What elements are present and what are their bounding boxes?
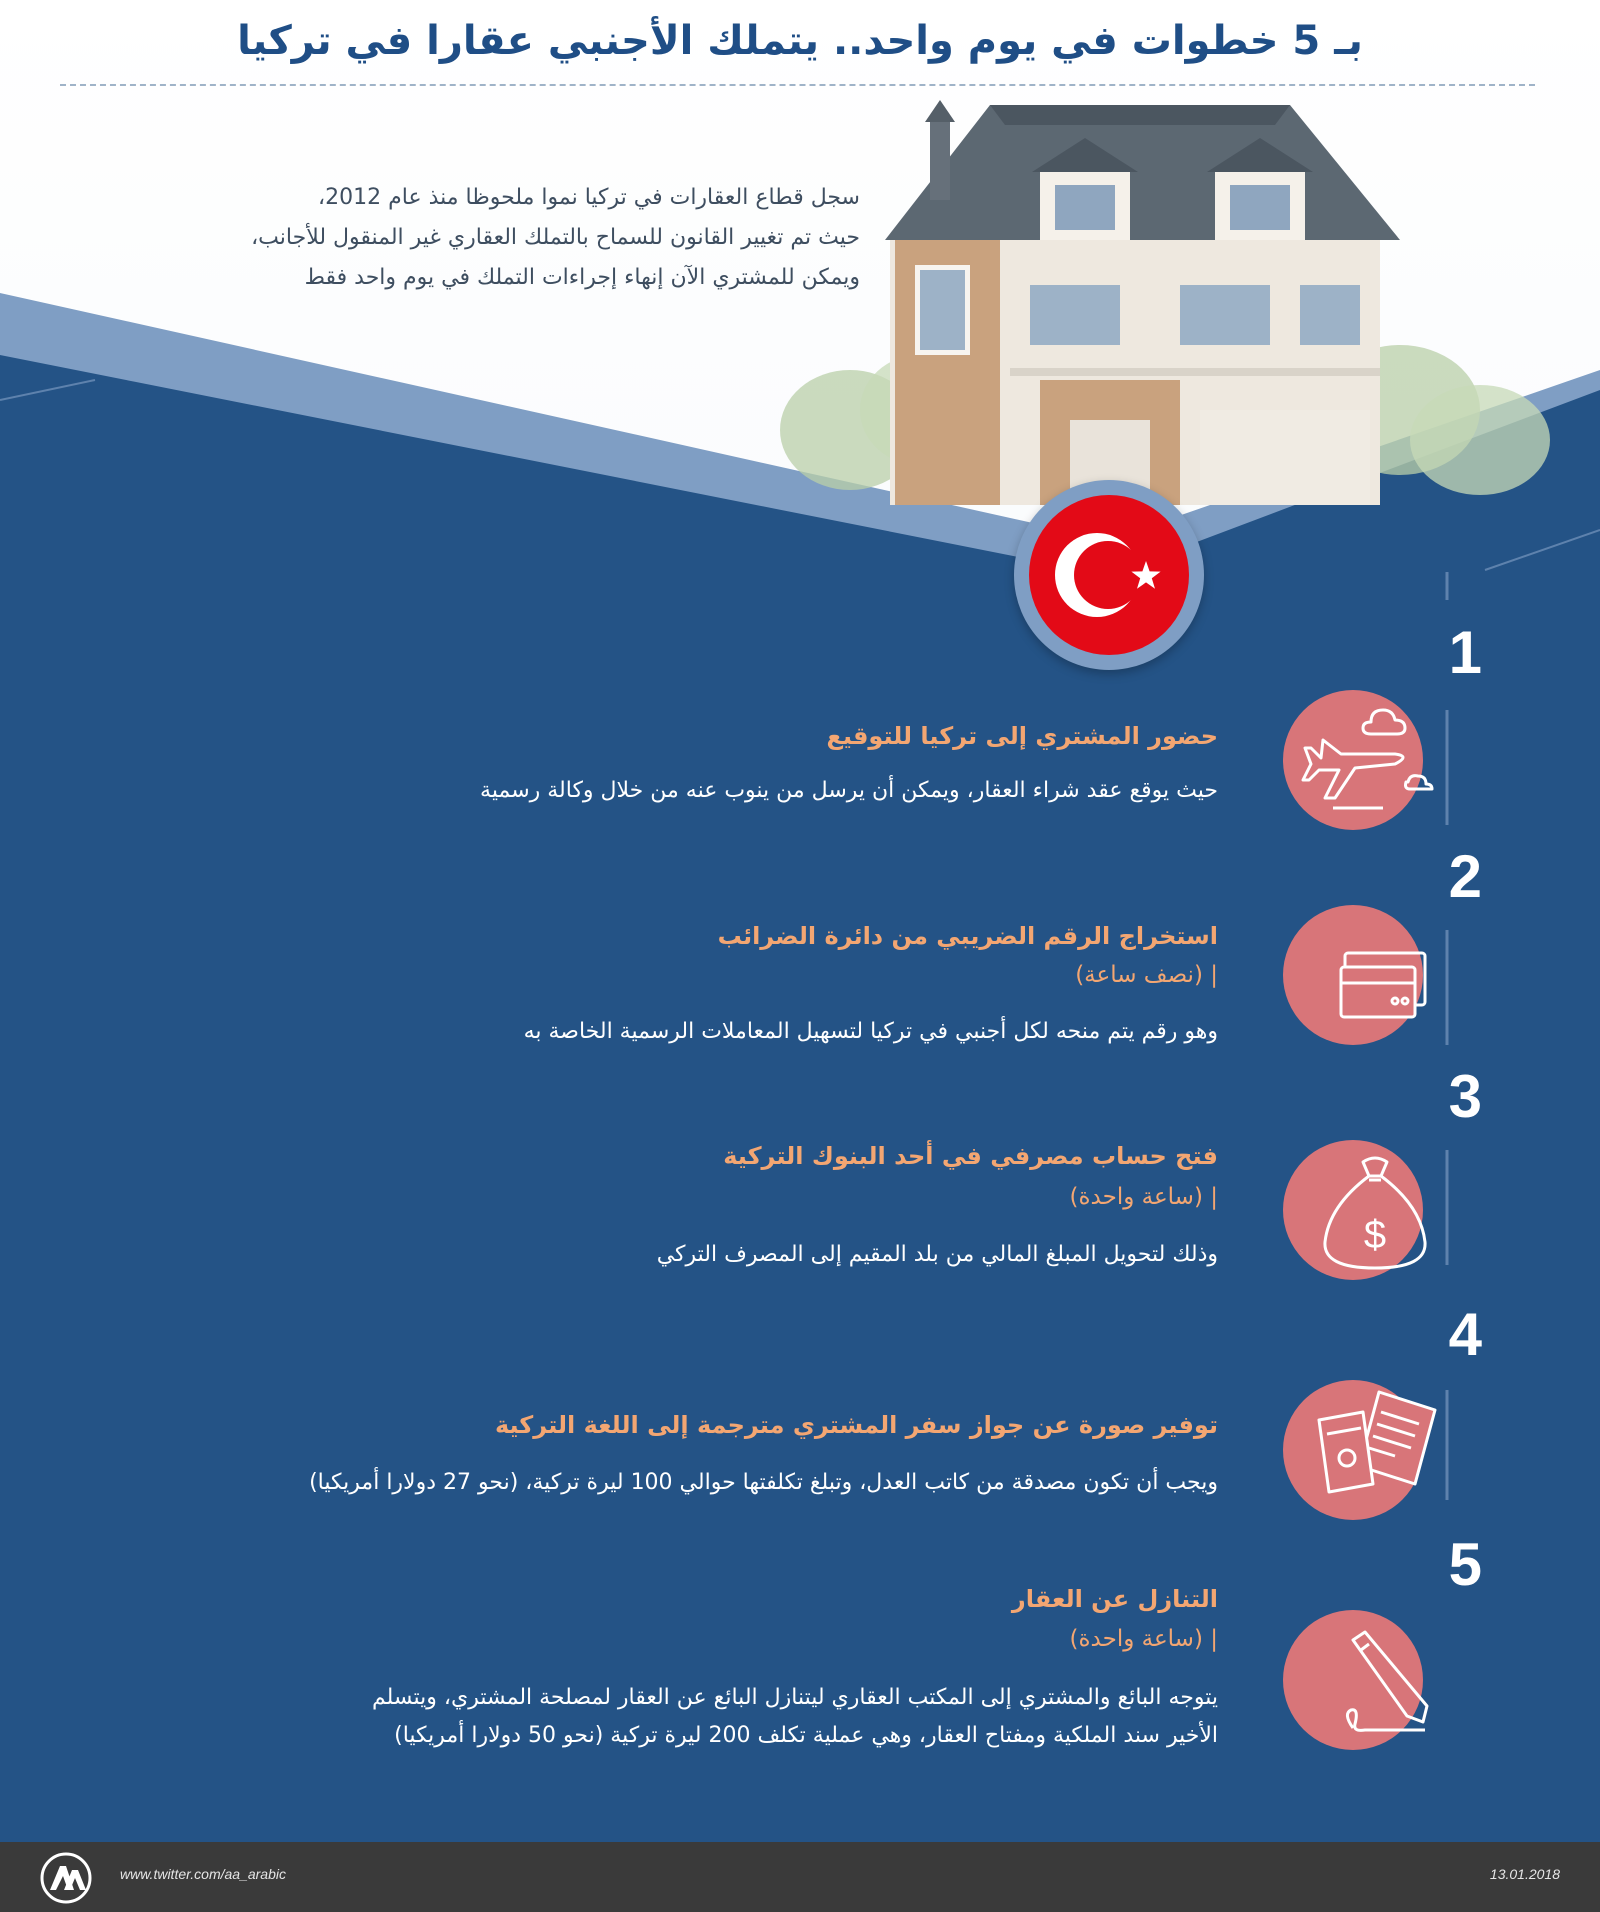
step-duration: | (نصف ساعة) bbox=[1075, 962, 1218, 988]
step-description bbox=[218, 772, 1218, 810]
step-title: التنازل عن العقار bbox=[1011, 1585, 1218, 1613]
step-description-line: ويجب أن تكون مصدقة من كاتب العدل، وتبلغ تكلفتها حوالي 100 ليرة تركية، (نحو 27 دولارا أمريكيا) bbox=[309, 1470, 1218, 1495]
step-number: 5 bbox=[1448, 1531, 1482, 1598]
card-icon bbox=[1283, 905, 1423, 1045]
footer-date: 13.01.2018 bbox=[1489, 1866, 1560, 1882]
step-icon-circle bbox=[1283, 690, 1423, 830]
step-number: 4 bbox=[1448, 1301, 1482, 1368]
intro-line: ويمكن للمشتري الآن إنهاء إجراءات التملك في يوم واحد فقط bbox=[304, 265, 860, 290]
step-number: 1 bbox=[1448, 619, 1482, 686]
step-description-line: الأخير سند الملكية ومفتاح العقار، وهي عملية تكلف 200 ليرة تركية (نحو 50 دولارا أمريكيا) bbox=[394, 1723, 1218, 1748]
turkish-flag-badge bbox=[1014, 480, 1204, 670]
step-duration: | (ساعة واحدة) bbox=[1069, 1184, 1218, 1210]
passport-document-icon bbox=[1283, 1380, 1423, 1520]
step-description bbox=[218, 1679, 1218, 1755]
step-description bbox=[218, 1464, 1218, 1502]
step-duration: | (ساعة واحدة) bbox=[1069, 1626, 1218, 1652]
step-icon-circle bbox=[1283, 905, 1423, 1045]
step-title: توفير صورة عن جواز سفر المشتري مترجمة إلى اللغة التركية bbox=[494, 1411, 1218, 1439]
step-description-line: يتوجه البائع والمشتري إلى المكتب العقاري ليتنازل البائع عن العقار لمصلحة المشتري، ويتسلم bbox=[371, 1685, 1218, 1710]
step-number: 3 bbox=[1448, 1063, 1482, 1130]
step-icon-circle bbox=[1283, 1380, 1423, 1520]
step-title: استخراج الرقم الضريبي من دائرة الضرائب bbox=[717, 922, 1218, 950]
airplane-icon bbox=[1283, 690, 1423, 830]
step-number: 2 bbox=[1448, 843, 1482, 910]
step-description-line: وهو رقم يتم منحه لكل أجنبي في تركيا لتسهيل المعاملات الرسمية الخاصة به bbox=[523, 1019, 1218, 1044]
footer bbox=[0, 1842, 1600, 1912]
footer-twitter-link[interactable]: www.twitter.com/aa_arabic bbox=[120, 1866, 286, 1882]
page-title: بـ 5 خطوات في يوم واحد.. يتملك الأجنبي عقارا في تركيا bbox=[237, 18, 1363, 64]
step-icon-circle bbox=[1283, 1140, 1423, 1280]
svg-text:$: $ bbox=[1363, 1213, 1387, 1257]
aa-logo bbox=[38, 1852, 94, 1904]
turkey-flag-icon bbox=[1029, 495, 1189, 655]
step-description-line: وذلك لتحويل المبلغ المالي من بلد المقيم إلى المصرف التركي bbox=[656, 1242, 1218, 1267]
step-description-line: حيث يوقع عقد شراء العقار، ويمكن أن يرسل من ينوب عنه من خلال وكالة رسمية bbox=[480, 778, 1218, 803]
intro-text bbox=[140, 178, 860, 298]
pen-signature-icon bbox=[1283, 1610, 1423, 1750]
title-divider bbox=[60, 84, 1535, 86]
step-description bbox=[218, 1236, 1218, 1274]
intro-line: سجل قطاع العقارات في تركيا نموا ملحوظا منذ عام 2012، bbox=[318, 185, 860, 210]
step-description bbox=[218, 1013, 1218, 1051]
step-icon-circle bbox=[1283, 1610, 1423, 1750]
step-title: حضور المشتري إلى تركيا للتوقيع bbox=[826, 722, 1218, 750]
step-title: فتح حساب مصرفي في أحد البنوك التركية bbox=[723, 1142, 1218, 1170]
intro-line: حيث تم تغيير القانون للسماح بالتملك العقاري غير المنقول للأجانب، bbox=[251, 225, 860, 250]
money-bag-icon bbox=[1283, 1140, 1423, 1280]
